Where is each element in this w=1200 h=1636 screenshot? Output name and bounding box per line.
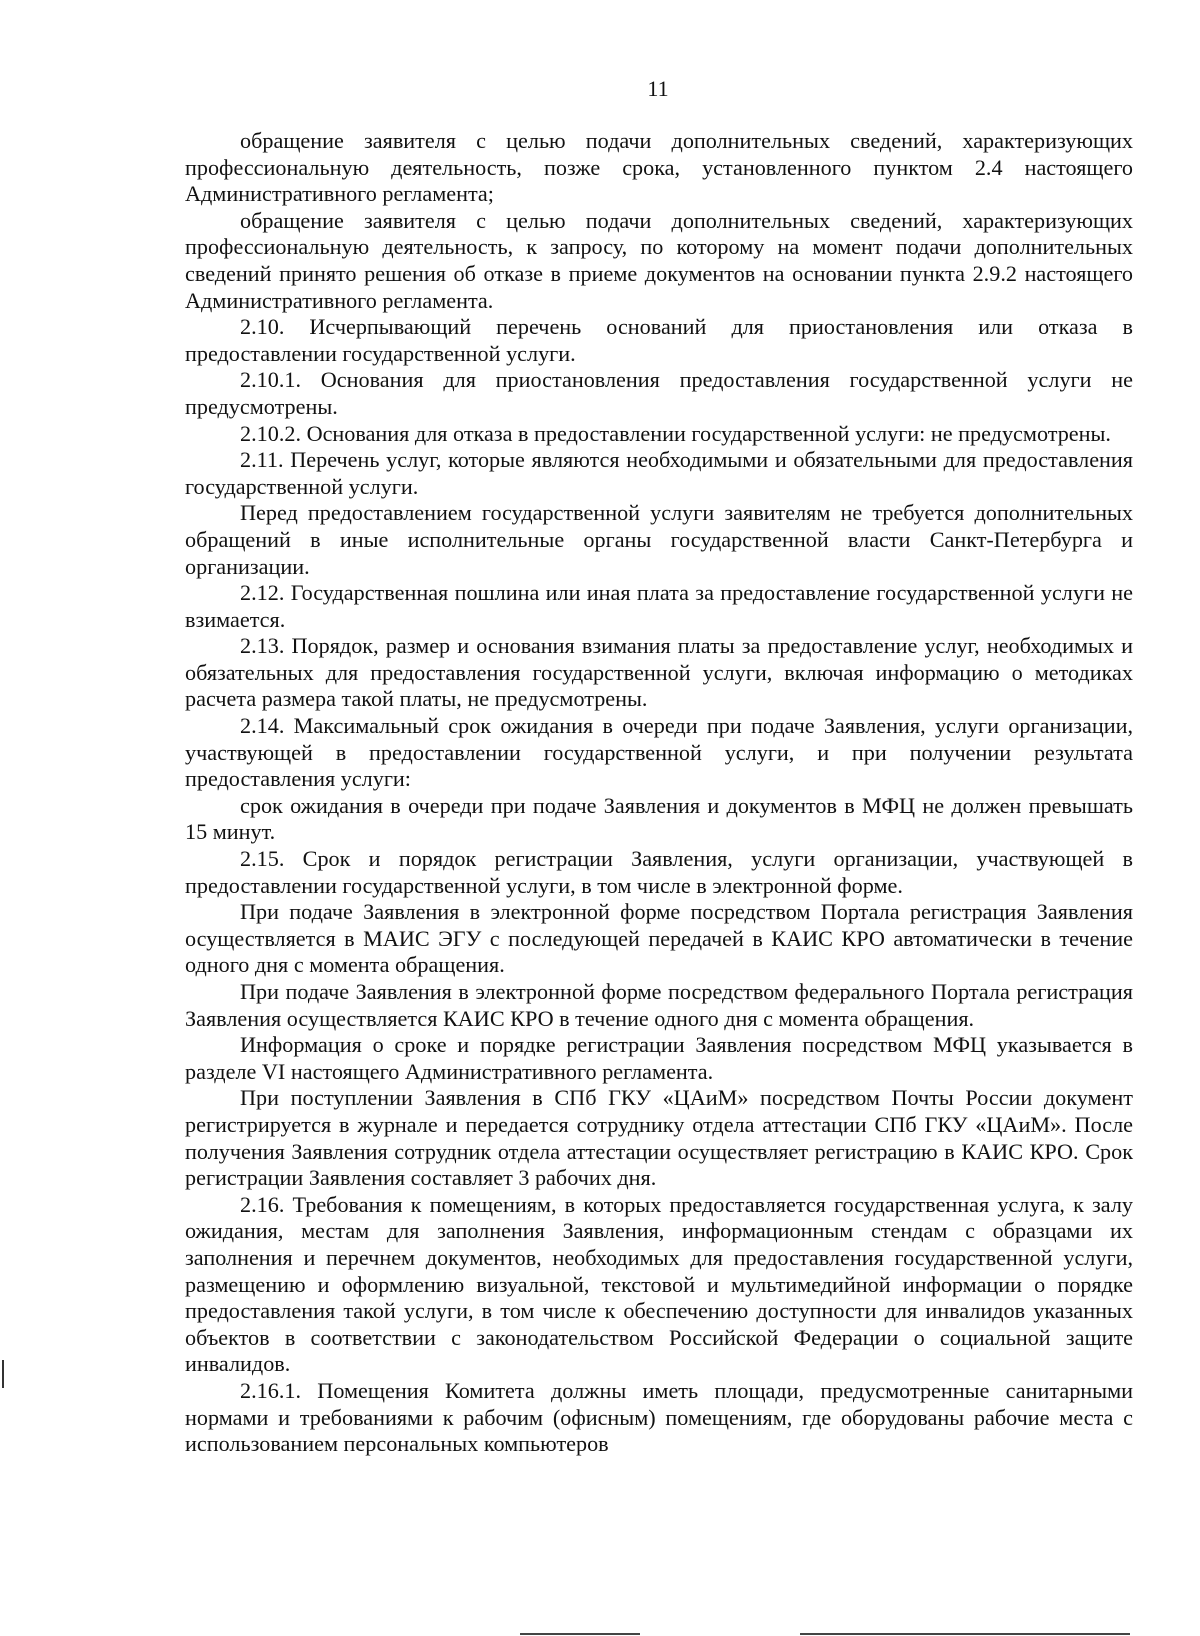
section-2-12: 2.12. Государственная пошлина или иная плата за предоставление государственной услуги не взимается. [185, 580, 1133, 632]
paragraph: срок ожидания в очереди при подаче Заявления и документов в МФЦ не должен превышать 15 минут. [185, 792, 1133, 845]
section-2-16-1: 2.16.1. Помещения Комитета должны иметь площади, предусмотренные санитарными нормами и требованиями к рабочим (офисным) помещениям, где оборудованы рабочие места с использованием персональных компьютеров [185, 1377, 1133, 1457]
paragraph: Перед предоставлением государственной услуги заявителям не требуется дополнительных обращений в иные исполнительные органы государственной власти Санкт-Петербурга и организации. [185, 500, 1133, 579]
section-2-13: 2.13. Порядок, размер и основания взимания платы за предоставление услуг, необходимых и обязательных для предоставления государственной услуги, включая информацию о методиках расчета размера такой платы, не предусмотрены. [185, 633, 1133, 712]
section-2-15: 2.15. Срок и порядок регистрации Заявления, услуги организации, участвующей в предоставлении государственной услуги, в том числе в электронной форме. [185, 846, 1133, 898]
paragraph: обращение заявителя с целью подачи дополнительных сведений, характеризующих профессиональную деятельность, к запросу, по которому на момент подачи дополнительных сведений принято решения об отказе в приеме документов на основании пункта 2.9.2 настоящего Административного регламента. [185, 207, 1133, 313]
paragraph: Информация о сроке и порядке регистрации Заявления посредством МФЦ указывается в разделе VI настоящего Административного регламента. [185, 1032, 1133, 1084]
section-2-14: 2.14. Максимальный срок ожидания в очереди при подаче Заявления, услуги организации, участвующей в предоставлении государственной услуги, и при получении результата предоставления услуги: [185, 713, 1133, 792]
section-2-10-2: 2.10.2. Основания для отказа в предоставлении государственной услуги: не предусмотрены. [240, 420, 1111, 446]
paragraph: обращение заявителя с целью подачи дополнительных сведений, характеризующих профессиональную деятельность, позже срока, установленного пунктом 2.4 настоящего Административного регламента; [185, 128, 1133, 207]
section-2-11: 2.11. Перечень услуг, которые являются необходимыми и обязательными для предоставления государственной услуги. [185, 447, 1133, 499]
scan-bottom-mark [800, 1633, 1130, 1635]
document-body [185, 128, 1133, 1458]
scan-edge-mark [2, 1360, 4, 1388]
scan-bottom-mark [520, 1633, 640, 1635]
paragraph: При поступлении Заявления в СПб ГКУ «ЦАиМ» посредством Почты России документ регистрируется в журнале и передается сотруднику отдела аттестации СПб ГКУ «ЦАиМ». После получения Заявления сотрудник отдела аттестации осуществляет регистрацию в КАИС КРО. Срок регистрации Заявления составляет 3 рабочих дня. [185, 1085, 1133, 1191]
section-2-10-1: 2.10.1. Основания для приостановления предоставления государственной услуги не предусмотрены. [185, 367, 1133, 419]
paragraph: При подаче Заявления в электронной форме посредством Портала регистрация Заявления осуществляется в МАИС ЭГУ с последующей передачей в КАИС КРО автоматически в течение одного дня с момента обращения. [185, 899, 1133, 978]
section-2-16: 2.16. Требования к помещениям, в которых предоставляется государственная услуга, к залу ожидания, местам для заполнения Заявления, информационным стендам с образцами их заполнения и перечнем документов, необходимых для предоставления государственной услуги, размещению и оформлению визуальной, текстовой и мультимедийной информации о порядке предоставления такой услуги, в том числе к обеспечению доступности для инвалидов указанных объектов в соответствии с законодательством Российской Федерации о социальной защите инвалидов. [185, 1191, 1133, 1377]
page-number: 11 [647, 76, 669, 101]
paragraph: При подаче Заявления в электронной форме посредством федерального Портала регистрация Заявления осуществляется КАИС КРО в течение одного дня с момента обращения. [185, 979, 1133, 1031]
section-2-10: 2.10. Исчерпывающий перечень оснований для приостановления или отказа в предоставлении государственной услуги. [185, 314, 1133, 366]
